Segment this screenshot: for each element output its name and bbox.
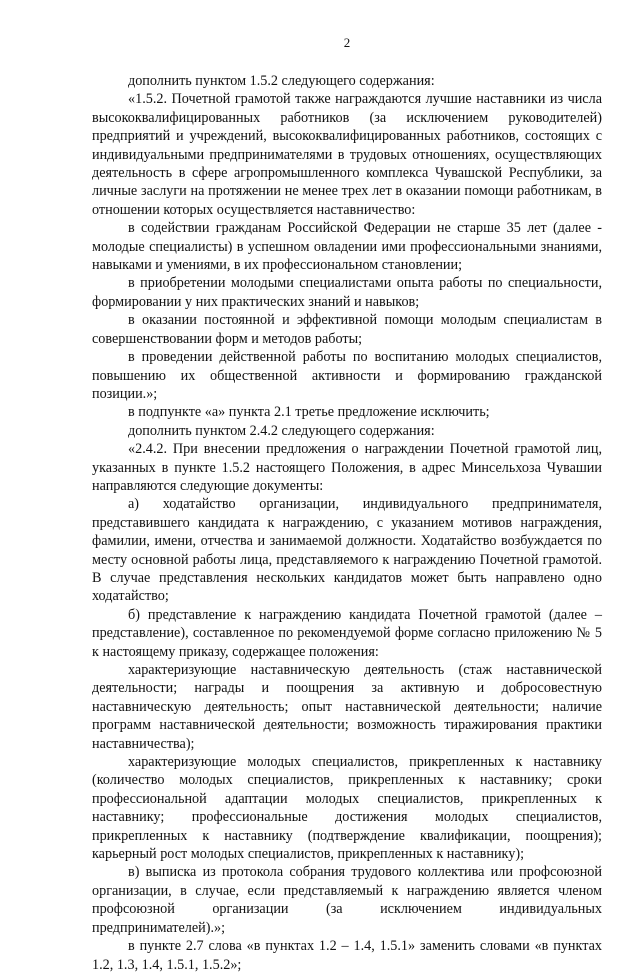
paragraph-1-5-2-text: «1.5.2. Почетной грамотой также награждаются лучшие наставники из числа высококвалифицированных работников (за исключением руководителей) предприятий и учреждений, высококвалифицированных работников, состоящих с индивидуальными предпринимателями в трудовых отношениях, осуществляющих деятельность в сфере агропромышленного комплекса Чувашской Республики, за личные заслуги на протяжении не менее трех лет в оказании помощи работникам, в отношении которых осуществляется наставничество: xyxy=(92,91,602,218)
paragraph-young-specialists-characteristics: характеризующие молодых специалистов, прикрепленных к наставнику (количество молодых специалистов, прикрепленных к наставнику; сроки профессиональной адаптации молодых специалистов, прикрепленных к наставнику; профессиональные достижения молодых специалистов, прикрепленных к наставнику (подтверждение квалификации, поощрения); карьерный рост молодых специалистов, прикрепленных к наставнику); xyxy=(92,754,602,863)
paragraph-gain-experience: в приобретении молодыми специалистами опыта работы по специальности, формировании у них практических знаний и навыков; xyxy=(92,275,602,310)
document-page xyxy=(92,34,602,974)
paragraph-assist-young-citizens: в содействии гражданам Российской Федерации не старше 35 лет (далее - молодые специалисты) в успешном овладении ими профессиональными знаниями, навыками и умениями, в их профессиональном становлении; xyxy=(92,220,602,274)
paragraph-clause-2-7-replace: в пункте 2.7 слова «в пунктах 1.2 – 1.4, 1.5.1» заменить словами «в пунктах 1.2, 1.3, 1.4, 1.5.1, 1.5.2»; xyxy=(92,938,602,973)
paragraph-education-work: в проведении действенной работы по воспитанию молодых специалистов, повышению их общественной активности и формированию гражданской позиции.»; xyxy=(92,349,602,402)
paragraph-add-2-4-2: дополнить пунктом 2.4.2 следующего содержания: xyxy=(128,422,435,439)
paragraph-subclause-a-2-1: в подпункте «а» пункта 2.1 третье предложение исключить; xyxy=(128,404,490,421)
paragraph-mentoring-characteristics: характеризующие наставническую деятельность (стаж наставнической деятельности; награды и поощрения за активную и добросовестную наставническую деятельность; опыт наставнической деятельности; наличие программ наставнической деятельности; возможность тиражирования практики наставничества); xyxy=(92,662,602,752)
paragraph-item-b-submission: б) представление к награждению кандидата Почетной грамотой (далее – представление), составленное по рекомендуемой форме согласно приложению № 5 к настоящему приказу, содержащее положения: xyxy=(92,606,602,660)
paragraph-item-v-protocol-extract: в) выписка из протокола собрания трудового коллектива или профсоюзной организации, в случае, если представляемый к награждению является членом профсоюзной организации (за исключением индивидуальных предпринимателей).»; xyxy=(92,864,602,936)
paragraph-item-a-petition: а) ходатайство организации, индивидуального предпринимателя, представившего кандидата к награждению, с указанием мотивов награждения, фамилии, имени, отчества и занимаемой должности. Ходатайство возбуждается по месту основной работы лица, представляемого к награждению Почетной грамотой. В случае представления нескольких кандидатов может быть направлено одно ходатайство; xyxy=(92,496,602,605)
page-number: 2 xyxy=(343,35,351,50)
paragraph-add-1-5-2: дополнить пунктом 1.5.2 следующего содержания: xyxy=(128,73,435,89)
paragraph-2-4-2-text: «2.4.2. При внесении предложения о награждении Почетной грамотой лиц, указанных в пункте 1.5.2 настоящего Положения, в адрес Минсельхоза Чувашии направляются следующие документы: xyxy=(92,441,602,494)
paragraph-constant-help: в оказании постоянной и эффективной помощи молодым специалистам в совершенствовании форм и методов работы; xyxy=(92,312,602,347)
